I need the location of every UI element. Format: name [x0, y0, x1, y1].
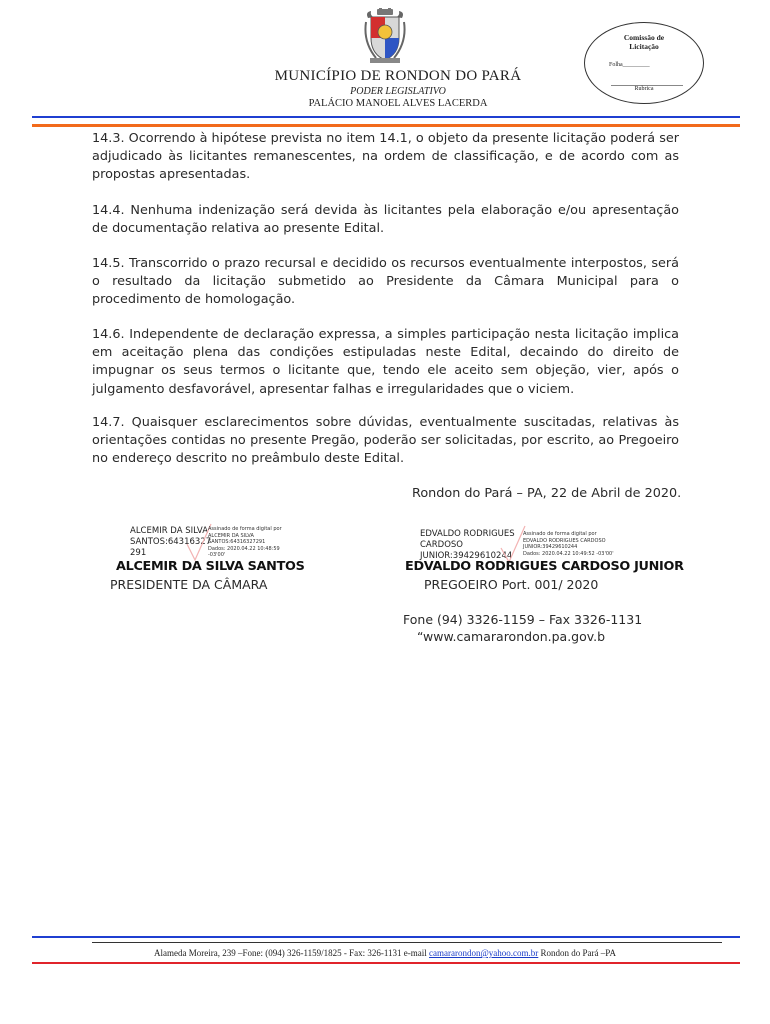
footer-rule-black	[92, 942, 722, 943]
stamp-rubrica: Rubrica	[634, 86, 654, 92]
stamp-folha: Folha_________	[609, 62, 650, 68]
paragraph-14-6: 14.6. Independente de declaração expressa, a simples participação nesta licitação implica em aceitação plena das condições estipuladas neste Edital, decaindo do direito de impugnar os seus termos o licitante que, tendo ele aceito sem objeção, vier, após o julgamento desfavorável, apresentar falhas e irregularidades que o viciem.	[92, 327, 679, 397]
branch-subtitle: PODER LEGISLATIVO	[350, 86, 446, 97]
footer-email-link[interactable]: camararondon@yahoo.com.br	[429, 948, 539, 958]
contact-phone: Fone (94) 3326-1159 – Fax 3326-1131	[403, 612, 643, 627]
left-signatory-role: PRESIDENTE DA CÂMARA	[110, 577, 268, 592]
right-digital-signature-name: EDVALDO RODRIGUES CARDOSO JUNIOR:39429610244	[420, 529, 515, 561]
paragraph-14-5: 14.5. Transcorrido o prazo recursal e decidido os recursos eventualmente interpostos, será o resultado da licitação submetido ao Presidente da Câmara Municipal para o procedimento de homologação.	[92, 256, 679, 308]
palace-subtitle: PALÁCIO MANOEL ALVES LACERDA	[308, 98, 488, 109]
municipality-title: MUNICÍPIO DE RONDON DO PARÁ	[274, 68, 522, 84]
right-signatory-name: EDVALDO RODRIGUES CARDOSO JUNIOR	[405, 559, 684, 574]
paragraph-14-4: 14.4. Nenhuma indenização será devida às licitantes pela elaboração e/ou apresentação de documentação relativa ao presente Edital.	[92, 203, 679, 237]
left-digital-signature-cert: Assinado de forma digital por ALCEMIR DA SILVA SANTOS:64316327291 Dados: 2020.04.22 10:48:59 -03'00'	[208, 526, 282, 558]
stamp-title: Comissão de Licitação	[623, 33, 665, 51]
footer-address: Alameda Moreira, 239 –Fone: (094) 326-1159/1825 - Fax: 326-1131 e-mail camararondon@yahoo.com.br Rondon do Pará –PA	[154, 948, 616, 958]
paragraph-14-3: 14.3. Ocorrendo à hipótese prevista no item 14.1, o objeto da presente licitação poderá ser adjudicado às licitantes remanescentes, na ordem de classificação, e de acordo com as propostas apresentadas.	[92, 131, 679, 183]
date-line: Rondon do Pará – PA, 22 de Abril de 2020.	[412, 486, 682, 501]
left-signatory-name: ALCEMIR DA SILVA SANTOS	[116, 559, 305, 574]
footer-rule-red	[32, 962, 740, 964]
header-rule-blue	[32, 116, 740, 118]
header-rule-orange	[32, 124, 740, 127]
coat-of-arms-icon	[362, 8, 408, 64]
left-digital-signature-name: ALCEMIR DA SILVA SANTOS:64316327 291	[130, 526, 212, 558]
paragraph-14-7: 14.7. Quaisquer esclarecimentos sobre dúvidas, eventualmente suscitadas, relativas às orientações contidas no presente Pregão, poderão ser solicitadas, por escrito, ao Pregoeiro no endereço descrito no preâmbulo deste Edital.	[92, 415, 679, 467]
footer-rule-blue	[32, 936, 740, 938]
commission-stamp	[584, 22, 704, 104]
contact-website: “www.camararondon.pa.gov.b	[417, 629, 606, 644]
right-signatory-role: PREGOEIRO Port. 001/ 2020	[424, 577, 599, 592]
right-digital-signature-cert: Assinado de forma digital por EDVALDO RODRIGUES CARDOSO JUNIOR:39429610244 Dados: 2020.04.22 10:49:52 -03'00'	[523, 531, 614, 557]
